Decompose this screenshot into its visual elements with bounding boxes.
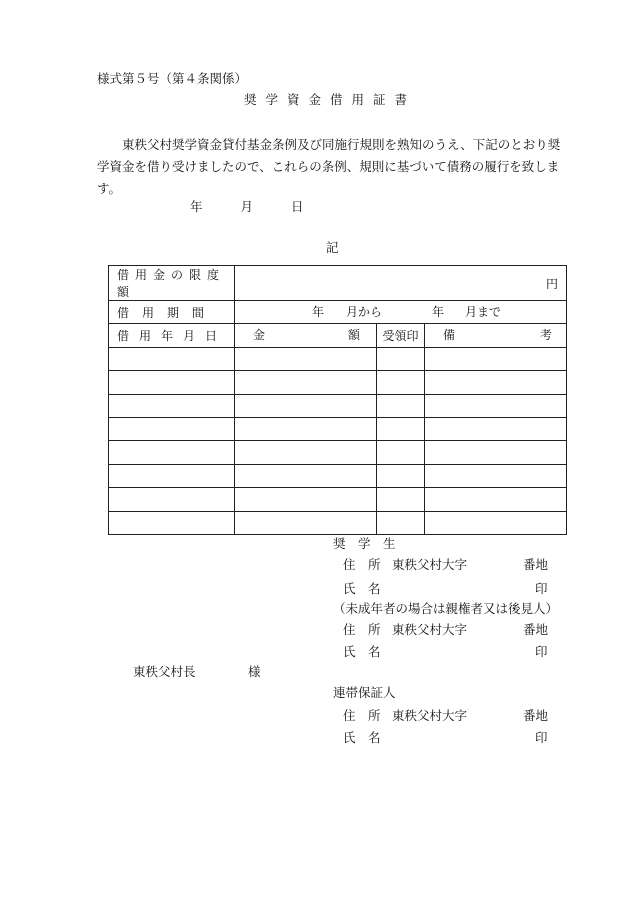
addressee-honorific: 様 <box>248 664 261 679</box>
remarks-header-char: 考 <box>540 328 553 343</box>
receipt-column-header: 受領印 <box>377 324 425 347</box>
ledger-remarks-cell <box>425 417 567 440</box>
ki-heading: 記 <box>326 240 339 255</box>
form-number: 様式第５号（第４条関係） <box>97 71 248 86</box>
guarantor-address-suffix: 番地 <box>523 708 549 723</box>
ledger-row <box>109 441 567 464</box>
loan-table <box>108 265 567 535</box>
limit-label: 借用金の限度額 <box>109 266 235 301</box>
date-column-header <box>109 324 235 347</box>
date-line <box>190 201 303 214</box>
period-value-cell <box>235 301 567 324</box>
amount-header-char: 額 <box>348 328 361 343</box>
ledger-date-cell <box>109 441 235 464</box>
body-text: 東秩父村奨学資金貸付基金条例及び同施行規則を熟知のうえ、下記のとおり奨学資金を借り受けましたので、これらの条例、規則に基づいて債務の履行を致します。 <box>97 137 561 196</box>
ledger-amount-cell <box>235 441 377 464</box>
ledger-date-cell <box>109 394 235 417</box>
ledger-date-cell <box>109 347 235 370</box>
ledger-amount-cell <box>235 511 377 534</box>
date-header-char: 借 <box>117 329 130 344</box>
ledger-receipt-cell <box>377 511 425 534</box>
ledger-row <box>109 464 567 487</box>
remarks-header-char: 備 <box>443 328 456 343</box>
ledger-row <box>109 371 567 394</box>
ledger-remarks-cell <box>425 488 567 511</box>
ledger-amount-cell <box>235 347 377 370</box>
ledger-date-cell <box>109 371 235 394</box>
ledger-receipt-cell <box>377 488 425 511</box>
student-heading: 奨 学 生 <box>333 536 396 551</box>
date-day: 日 <box>290 199 304 214</box>
ledger-remarks-cell <box>425 347 567 370</box>
limit-value-cell <box>235 266 567 301</box>
addressee-name: 東秩父村長 <box>133 664 196 679</box>
period-label-char: 用 <box>142 305 155 320</box>
date-header-char: 年 <box>161 329 174 344</box>
ledger-row <box>109 488 567 511</box>
ledger-date-cell <box>109 417 235 440</box>
ledger-row <box>109 417 567 440</box>
header-row <box>109 324 567 347</box>
ledger-row <box>109 511 567 534</box>
date-year: 年 <box>190 199 203 214</box>
ledger-receipt-cell <box>377 347 425 370</box>
guardian-address-value: 東秩父村大字 <box>392 622 468 637</box>
ledger-amount-cell <box>235 488 377 511</box>
ledger-amount-cell <box>235 417 377 440</box>
amount-header-char: 金 <box>253 328 266 343</box>
ledger-remarks-cell <box>425 394 567 417</box>
ledger-remarks-cell <box>425 441 567 464</box>
ledger-row <box>109 394 567 417</box>
ledger-receipt-cell <box>377 417 425 440</box>
period-month-from: 月から <box>346 305 383 319</box>
guarantor-name-label: 氏 名 <box>343 730 381 745</box>
amount-column-header <box>235 324 377 347</box>
ledger-date-cell <box>109 464 235 487</box>
student-name-label: 氏 名 <box>343 581 381 596</box>
remarks-column-header <box>425 324 567 347</box>
guardian-seal: 印 <box>535 644 548 659</box>
ledger-row <box>109 347 567 370</box>
period-label-char: 間 <box>192 305 205 320</box>
ledger-remarks-cell <box>425 464 567 487</box>
date-header-char: 月 <box>183 329 196 344</box>
ledger-remarks-cell <box>425 371 567 394</box>
date-header-char: 用 <box>139 329 152 344</box>
ledger-receipt-cell <box>377 394 425 417</box>
student-address-suffix: 番地 <box>523 557 549 572</box>
ledger-receipt-cell <box>377 464 425 487</box>
ledger-remarks-cell <box>425 511 567 534</box>
student-seal: 印 <box>535 581 548 596</box>
period-year-from: 年 <box>312 305 325 319</box>
guardian-heading: （未成年者の場合は親権者又は後見人） <box>333 601 559 616</box>
period-label <box>109 301 235 324</box>
body-paragraph <box>97 134 567 200</box>
ledger-amount-cell <box>235 371 377 394</box>
ledger-amount-cell <box>235 464 377 487</box>
period-month-to: 月まで <box>465 305 502 319</box>
guarantor-address-label: 住 所 <box>343 708 381 723</box>
document-title: 奨学資金借用証書 <box>244 92 417 107</box>
period-label-char: 期 <box>167 305 180 320</box>
period-year-to: 年 <box>432 305 445 319</box>
student-address-label: 住 所 <box>343 557 381 572</box>
student-address-value: 東秩父村大字 <box>392 557 468 572</box>
guarantor-heading: 連帯保証人 <box>333 685 396 700</box>
limit-row <box>109 266 567 301</box>
ledger-receipt-cell <box>377 441 425 464</box>
date-month: 月 <box>240 199 253 214</box>
guardian-address-label: 住 所 <box>343 622 381 637</box>
date-header-char: 日 <box>205 329 218 344</box>
period-row <box>109 301 567 324</box>
guarantor-seal: 印 <box>535 730 548 745</box>
guardian-name-label: 氏 名 <box>343 644 381 659</box>
blank-rows <box>109 347 567 534</box>
guardian-address-suffix: 番地 <box>523 622 549 637</box>
ledger-receipt-cell <box>377 371 425 394</box>
guarantor-address-value: 東秩父村大字 <box>392 708 468 723</box>
ledger-amount-cell <box>235 394 377 417</box>
period-label-char: 借 <box>117 305 130 320</box>
ledger-date-cell <box>109 511 235 534</box>
limit-unit: 円 <box>545 276 558 291</box>
ledger-date-cell <box>109 488 235 511</box>
